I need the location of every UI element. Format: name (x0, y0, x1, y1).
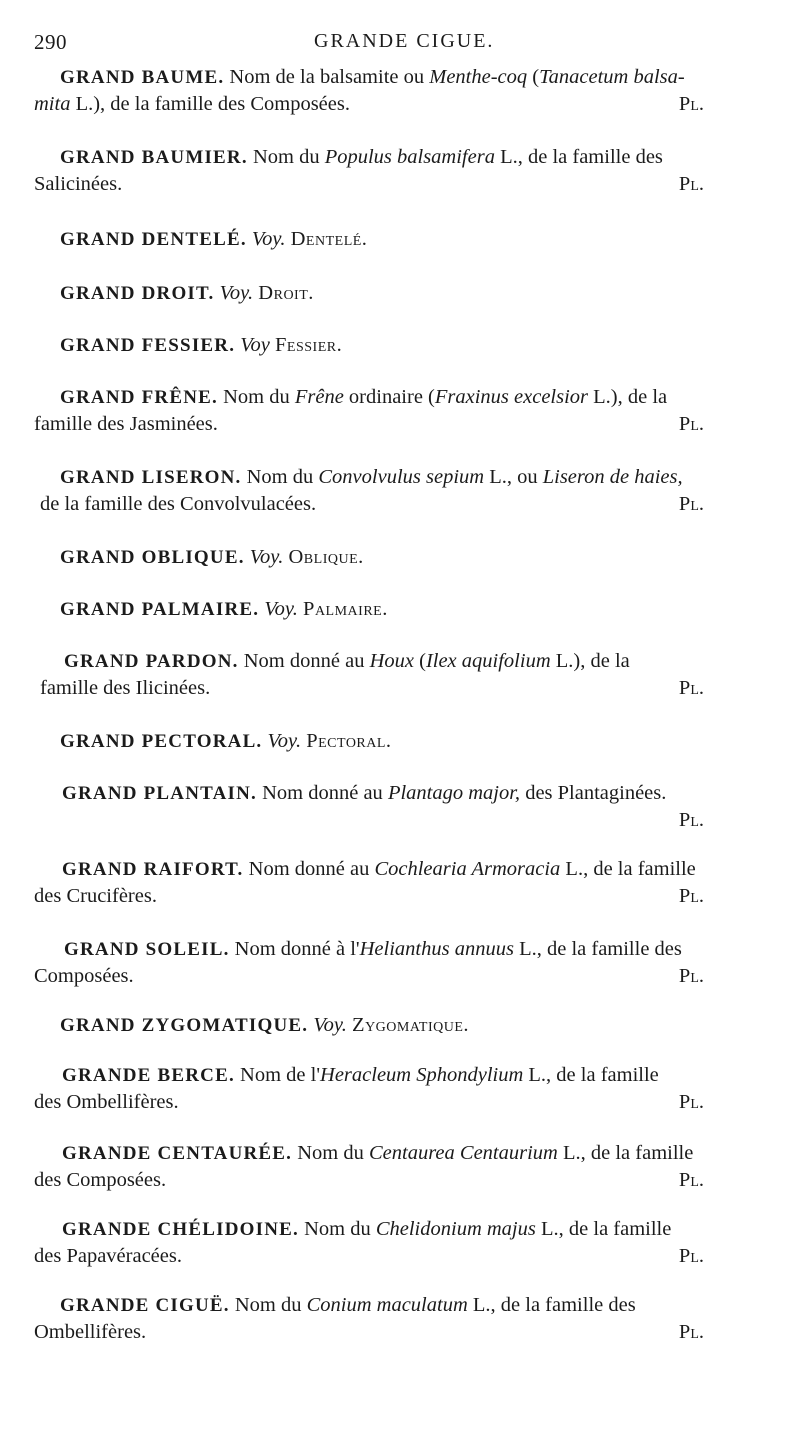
entry-grand-plantain: GRAND PLANTAIN. Nom donné au Plantago major, des Plantaginées. Pl. (34, 780, 764, 834)
cross-reference: Dentelé. (290, 228, 368, 250)
plant-marker: Pl. (678, 965, 704, 987)
entry-grand-pectoral: GRAND PECTORAL. Voy. Pectoral. (60, 730, 392, 752)
cross-reference: Palmaire. (303, 598, 388, 620)
entry-headword: GRAND BAUME. (60, 67, 225, 88)
cross-reference: Fessier. (275, 334, 343, 356)
entry-headword: GRAND FESSIER. (60, 335, 236, 356)
entry-headword: GRAND PALMAIRE. (60, 599, 260, 620)
entry-headword: GRAND PARDON. (64, 651, 239, 672)
cross-reference: Oblique. (288, 546, 364, 568)
entry-headword: GRAND ZYGOMATIQUE. (60, 1015, 309, 1036)
entry-headword: GRAND OBLIQUE. (60, 547, 245, 568)
entry-headword: GRAND DENTELÉ. (60, 229, 247, 250)
entry-headword: GRAND PECTORAL. (60, 731, 263, 752)
entry-headword: GRAND LISERON. (60, 467, 242, 488)
plant-marker: Pl. (678, 173, 704, 195)
entry-grande-berce: GRANDE BERCE. Nom de l'Heracleum Sphondylium L., de la famille des Ombellifères. Pl. (34, 1062, 764, 1116)
entry-grand-frene: GRAND FRÊNE. Nom du Frêne ordinaire (Fraxinus excelsior L.), de la famille des Jasminées. Pl. (34, 384, 764, 438)
plant-marker: Pl. (678, 1169, 704, 1191)
entry-grand-pardon: GRAND PARDON. Nom donné au Houx (Ilex aquifolium L.), de la famille des Ilicinées. Pl. (34, 648, 764, 702)
page-number: 290 (34, 30, 67, 54)
entry-grand-baumier: GRAND BAUMIER. Nom du Populus balsamifera L., de la famille des Salicinées. Pl. (34, 144, 764, 198)
plant-marker: Pl. (678, 885, 704, 907)
entry-grand-baume: GRAND BAUME. Nom de la balsamite ou Menthe-coq (Tanacetum balsa- mita L.), de la famille des Composées. Pl. (34, 64, 764, 118)
cross-reference: Pectoral. (306, 730, 392, 752)
entry-grand-fessier: GRAND FESSIER. Voy Fessier. (60, 334, 343, 356)
entry-grand-droit: GRAND DROIT. Voy. Droit. (60, 282, 314, 304)
entry-headword: GRAND DROIT. (60, 283, 215, 304)
plant-marker: Pl. (678, 677, 704, 699)
entry-grand-liseron: GRAND LISERON. Nom du Convolvulus sepium L., ou Liseron de haies, de la famille des Convolvulacées. Pl. (34, 464, 764, 518)
plant-marker: Pl. (678, 93, 704, 115)
entry-headword: GRAND BAUMIER. (60, 147, 248, 168)
entry-grand-raifort: GRAND RAIFORT. Nom donné au Cochlearia Armoracia L., de la famille des Crucifères. Pl. (34, 856, 764, 910)
entry-grand-dentele: GRAND DENTELÉ. Voy. Dentelé. (60, 228, 368, 250)
entry-grande-centauree: GRANDE CENTAURÉE. Nom du Centaurea Centaurium L., de la famille des Composées. Pl. (34, 1140, 764, 1194)
entry-headword: GRAND FRÊNE. (60, 387, 218, 408)
plant-marker: Pl. (678, 809, 704, 831)
entry-grande-cigue: GRANDE CIGUË. Nom du Conium maculatum L., de la famille des Ombellifères. Pl. (34, 1292, 764, 1346)
plant-marker: Pl. (678, 413, 704, 435)
plant-marker: Pl. (678, 493, 704, 515)
entry-headword: GRANDE CENTAURÉE. (62, 1143, 293, 1164)
entry-grand-soleil: GRAND SOLEIL. Nom donné à l'Helianthus annuus L., de la famille des Composées. Pl. (34, 936, 764, 990)
running-head: GRANDE CIGUE. (314, 30, 495, 52)
entry-headword: GRAND RAIFORT. (62, 859, 244, 880)
plant-marker: Pl. (678, 1091, 704, 1113)
entry-grande-chelidoine: GRANDE CHÉLIDOINE. Nom du Chelidonium majus L., de la famille des Papavéracées. Pl. (34, 1216, 764, 1270)
entry-headword: GRAND PLANTAIN. (62, 783, 257, 804)
cross-reference: Zygomatique. (352, 1014, 470, 1036)
entry-grand-palmaire: GRAND PALMAIRE. Voy. Palmaire. (60, 598, 388, 620)
entry-grand-zygomatique: GRAND ZYGOMATIQUE. Voy. Zygomatique. (60, 1014, 470, 1036)
entry-grand-oblique: GRAND OBLIQUE. Voy. Oblique. (60, 546, 364, 568)
entry-headword: GRANDE CHÉLIDOINE. (62, 1219, 299, 1240)
plant-marker: Pl. (678, 1321, 704, 1343)
entry-headword: GRANDE BERCE. (62, 1065, 235, 1086)
entry-headword: GRANDE CIGUË. (60, 1295, 230, 1316)
entry-headword: GRAND SOLEIL. (64, 939, 230, 960)
cross-reference: Droit. (258, 282, 314, 304)
plant-marker: Pl. (678, 1245, 704, 1267)
